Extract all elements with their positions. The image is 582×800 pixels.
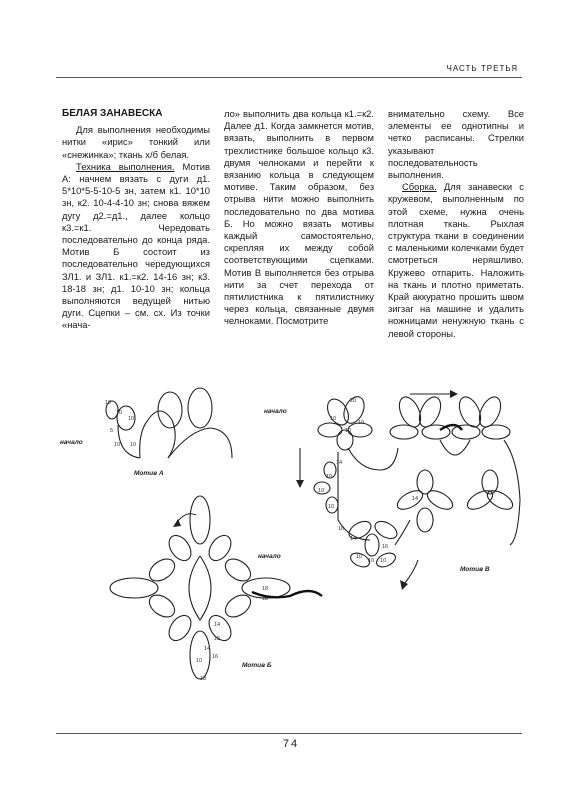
article-title: БЕЛАЯ ЗАНАВЕСКА — [62, 108, 163, 119]
column-2-text: ло» выполнить два кольца к1.=к2. Далее д1. Когда замкнется мотив, вязать, выполнить в первом трехлистнике большое кольцо к3. двумя челноками и перейти к вязанию кольца в следующем мотиве. Таким образом, без отрыва нити можно выполнить последовательно по два мотива Б. Но можно вязать мотивы каждый самостоятельно, скрепляя их между собой соответствующими сцепками. Мотив В выполняется без отрыва нити за счет перехода от пятилистника к пятилистнику через кольца, связанные двумя челноками. Посмотрите — [224, 108, 374, 327]
technique-label: Техника выполнения. — [76, 160, 175, 172]
motif-c-count: 16 — [382, 544, 389, 550]
motif-c-flower — [394, 470, 455, 532]
motif-c-count: 14 — [336, 460, 343, 466]
motif-c-count: 10 — [368, 558, 375, 564]
motif-c-bottom-arrow — [404, 560, 418, 584]
technique-text: Мотив А: начнем вязать с дуги д1. 5*10*5-5-10-5 зн, затем к1. 10*10 зн, к2. 10-4-4-10 зн; снова вяжем дугу д2.=д1., далее кольцо к3.=к1. Чередовать последовательно до конца ряда. Мотив Б состоит из последовательно чередующихся ЗЛ1. и ЗЛ1. к1.=к2. 14-16 зн; к3. 18-18 зн; д1. 10-10 зн; кольца выполняются ведущей нитью дуги. Сцепки – см. сх. Из точки «нача- — [62, 160, 210, 331]
motif-c-chain — [504, 440, 520, 545]
motif-b-count: 14 — [214, 622, 221, 628]
page-number: 74 — [282, 738, 300, 750]
motif-b-count: 18 — [200, 676, 207, 682]
motif-c-start-label: начало — [264, 408, 287, 415]
motif-c-flower — [452, 394, 510, 439]
motif-b-diagram — [110, 496, 322, 682]
motif-c-arrow-head — [450, 390, 458, 398]
motif-b-arrow-head — [173, 519, 181, 527]
motif-b-caption: Мотив Б — [242, 662, 272, 669]
motif-c-count: 10 — [380, 558, 387, 564]
motif-c-arrow-head — [296, 480, 304, 488]
motif-c-count: 10 — [328, 504, 335, 510]
motif-b-center-chain — [189, 556, 211, 620]
intro-paragraph: Для выполнения необходимы нитки «ирис» тонкий или «снежинка»; ткань х/б белая. — [62, 124, 210, 160]
assembly-label: Сборка. — [402, 181, 437, 193]
motif-a-count: 10 — [114, 442, 121, 448]
motif-a-count: 10 — [105, 400, 112, 406]
motif-a-count: 10 — [128, 416, 135, 422]
motif-b-left-ring — [110, 578, 158, 598]
motif-c-count: 14 — [412, 496, 419, 502]
motif-a-start-label: начало — [60, 439, 83, 446]
motif-b-bottom-ring — [190, 631, 210, 679]
motif-b-count: 18 — [262, 596, 269, 602]
motif-a-count: 10 — [116, 410, 123, 416]
motif-c-chain — [348, 448, 398, 470]
motif-c-count: 10 — [358, 420, 365, 426]
motif-b-count: 16 — [212, 654, 219, 660]
motif-c-arrow-head — [400, 580, 408, 590]
motif-c-count: 20 — [350, 398, 357, 404]
motif-a-diagram — [60, 388, 232, 477]
motif-c-chain — [440, 440, 470, 455]
motif-a-arc-2 — [168, 428, 232, 458]
motif-a-ring-large — [158, 392, 182, 428]
motif-b-top-ring — [190, 496, 210, 544]
motif-c-count: 10 — [356, 554, 363, 560]
motif-c-count: 10 — [326, 474, 333, 480]
motif-c-count: 10 — [330, 416, 337, 422]
motif-b-count: 16 — [214, 636, 221, 642]
motif-c-diagram — [264, 390, 520, 590]
motif-b-count: 10 — [196, 658, 203, 664]
motif-c-flower — [390, 394, 450, 439]
motif-b-start-label: начало — [258, 553, 281, 560]
motif-c-count: 10 — [318, 488, 325, 494]
motif-b-count: 18 — [262, 586, 269, 592]
running-header: ЧАСТЬ ТРЕТЬЯ — [446, 64, 518, 73]
footer-rule — [56, 733, 522, 734]
motif-a-count: 10 — [130, 442, 137, 448]
motif-c-caption: Мотив В — [460, 566, 490, 573]
motif-a-caption: Мотив А — [134, 470, 164, 477]
motif-c-count: 14 — [350, 536, 357, 542]
assembly-text: Для занавески с кружевом, выполненным по этой схеме, нужна очень плотная ткань. Рыхлая структура ткани в соединении с маленькими колечками будет смотреться неряшливо. Кружево отпарить. Наложить на ткань и плотно приметать. Край аккуратно прошить швом зигзаг на машине и удалить ножницами ненужную ткань с левой стороны. — [388, 181, 524, 339]
motif-a-arc — [140, 411, 176, 458]
motif-b-count: 14 — [204, 646, 211, 652]
motif-a-ring-large-2 — [188, 388, 212, 428]
motif-a-count: 5 — [110, 428, 114, 434]
motif-c-count: 10 — [345, 428, 352, 434]
motif-c-flower — [464, 470, 515, 513]
column-3-text: внимательно схему. Все элементы ее однотипны и четко расписаны. Стрелки указывают последовательность выполнения. — [388, 108, 524, 181]
motif-c-count: 16 — [338, 526, 345, 532]
